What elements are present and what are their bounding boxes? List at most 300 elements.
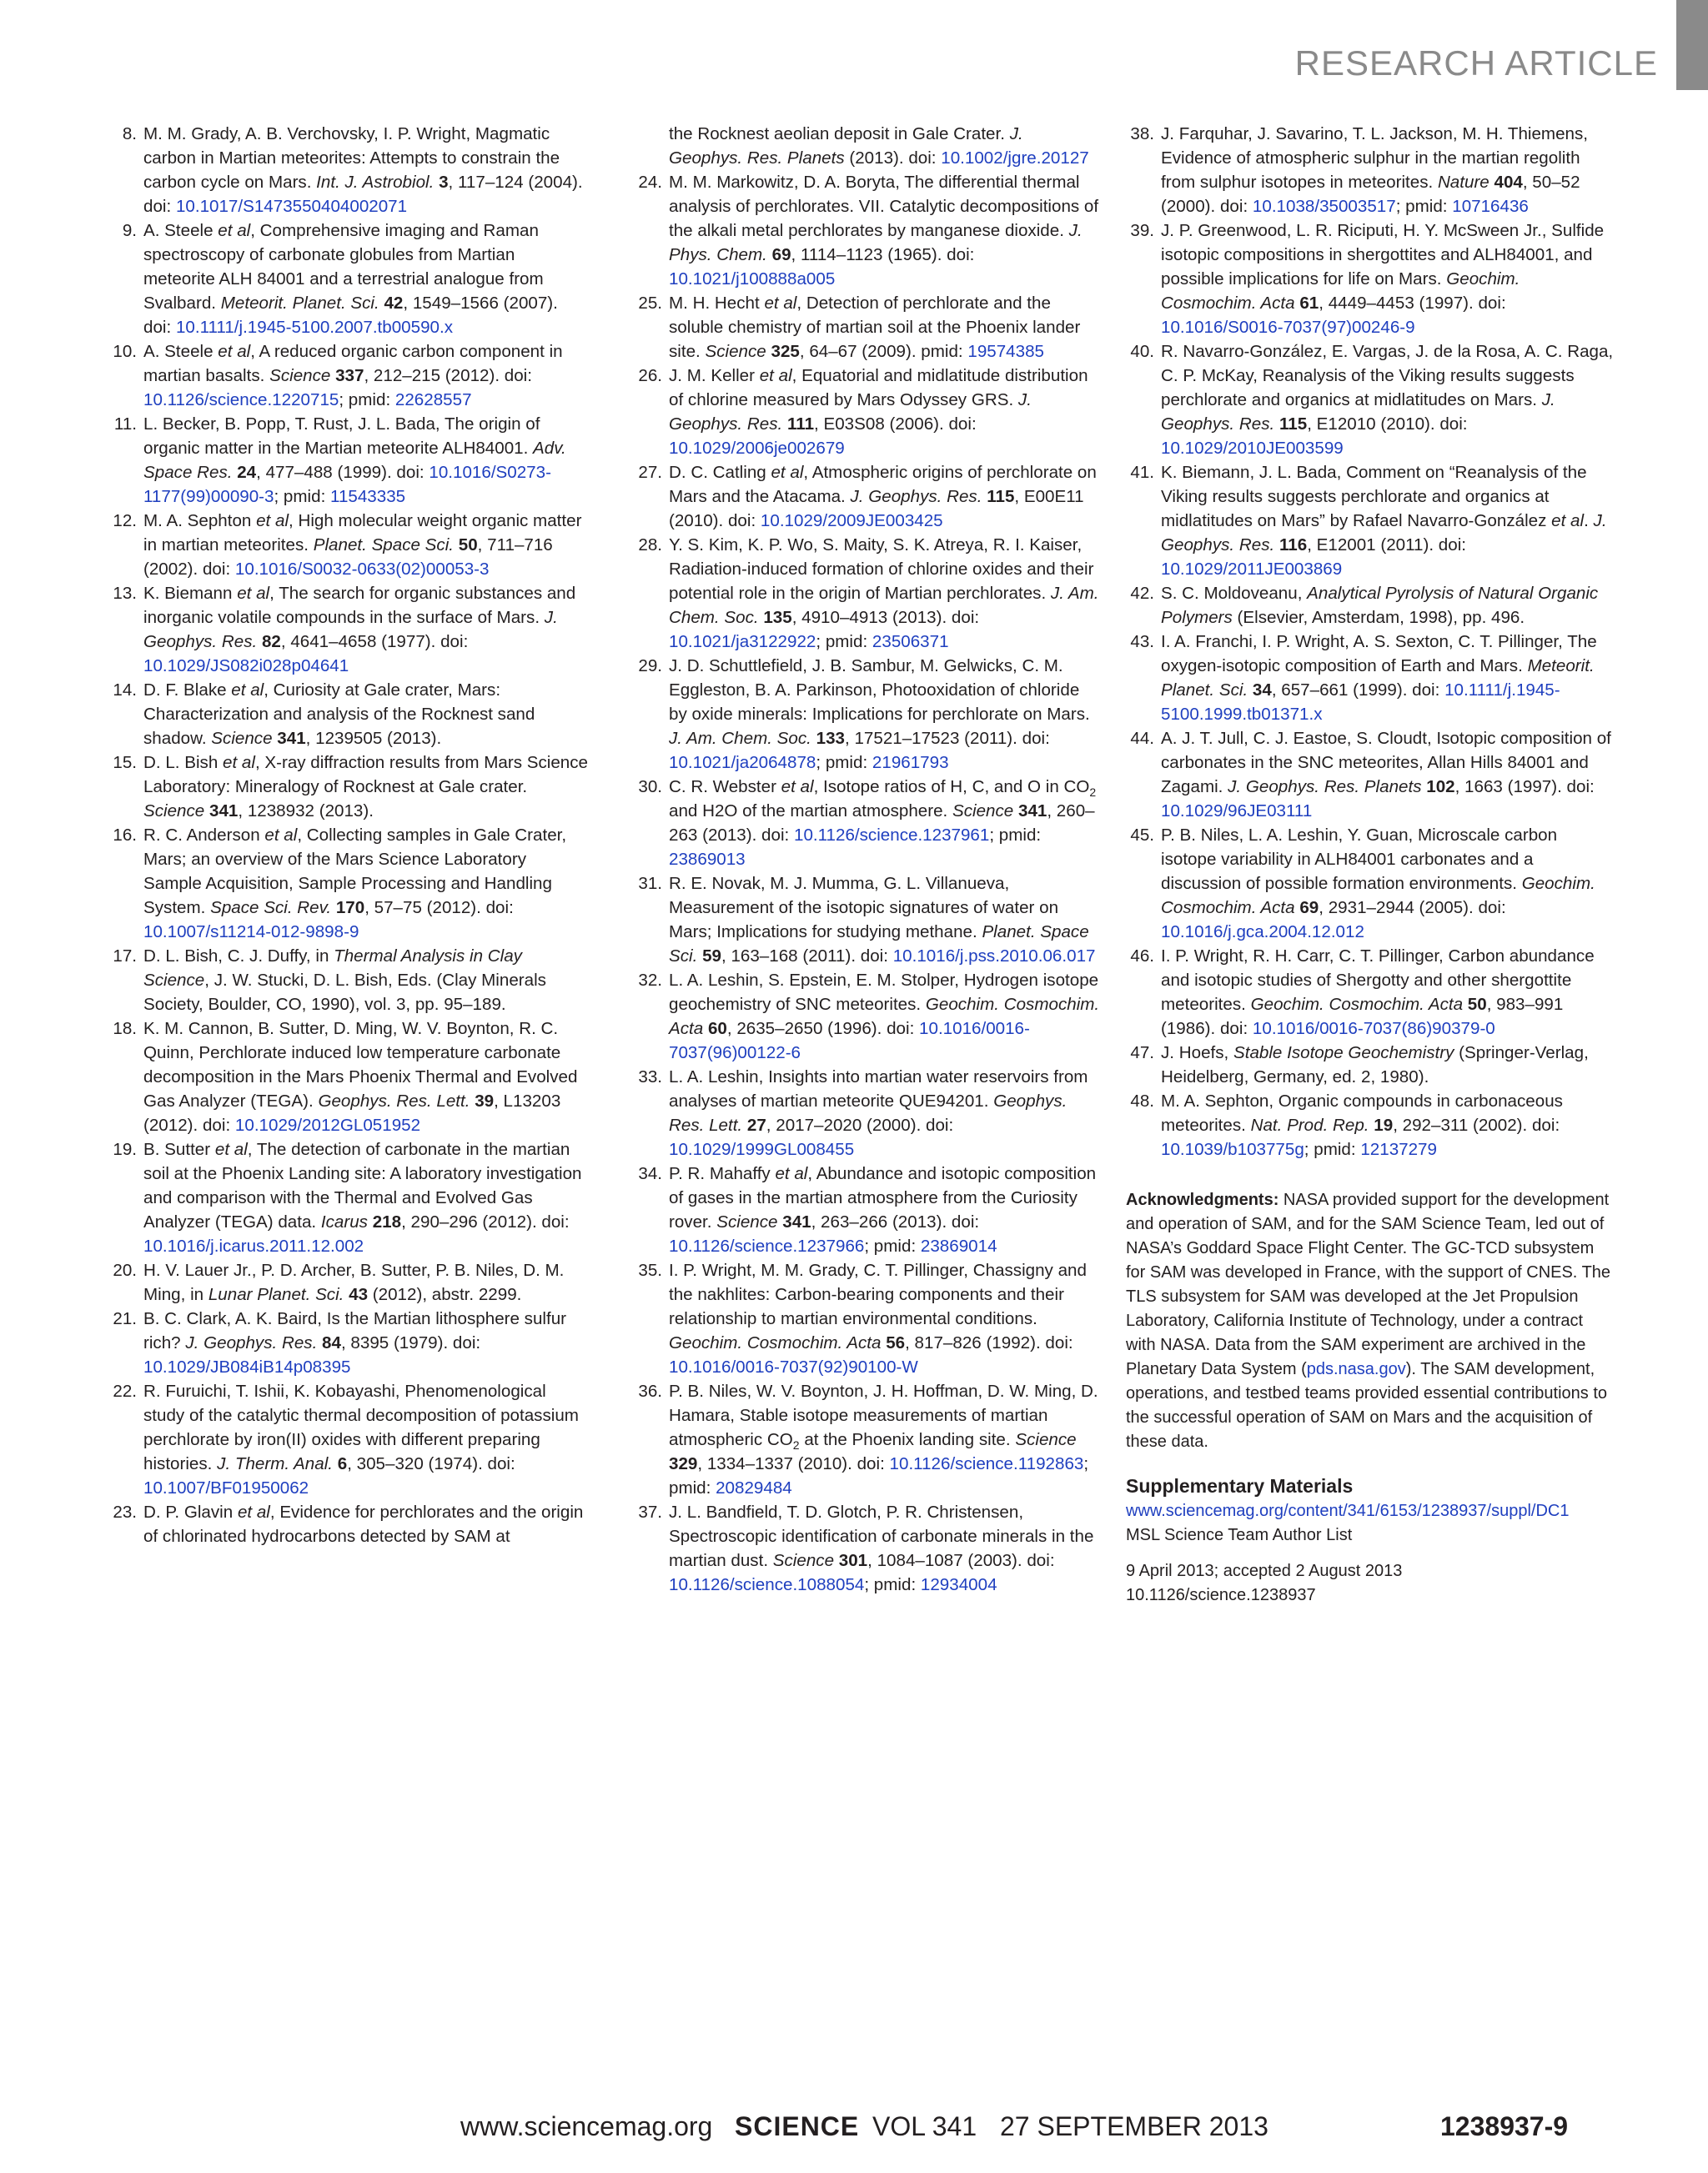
reference-segment: 111 (786, 414, 815, 434)
reference-segment: Thermal Analysis in Clay Science (143, 946, 522, 990)
reference-segment: Nat. Prod. Rep. (1250, 1116, 1369, 1135)
reference-text (143, 122, 588, 218)
reference-item (108, 412, 588, 509)
reference-item (108, 122, 588, 218)
reference-segment: H. V. Lauer Jr., P. D. Archer, B. Sutter, P. B. Niles, D. M. Ming, in (143, 1261, 565, 1304)
reference-segment: , 2931–2944 (2005). doi: (1319, 898, 1506, 917)
reference-segment: 27 (746, 1116, 766, 1135)
reference-link[interactable]: 10.1007/s11214-012-9898-9 (143, 922, 359, 941)
reference-item (634, 291, 1101, 364)
reference-number: 36. (638, 1382, 662, 1401)
reference-segment: , 57–75 (2012). doi: (364, 898, 514, 917)
reference-segment: Science (143, 801, 205, 821)
reference-segment: Nature (1437, 173, 1489, 192)
reference-segment: et al (771, 463, 804, 482)
reference-text (1161, 630, 1614, 726)
reference-segment: 325 (771, 342, 800, 361)
reference-segment: , Collecting samples in Gale Crater, Mars; an overview of the Mars Science Laboratory Sample Acquisition, Sample Processing and Handling System. (143, 826, 567, 917)
reference-text (143, 944, 588, 1016)
reference-segment: ; pmid: (339, 390, 395, 409)
reference-segment: 301 (838, 1551, 868, 1570)
reference-segment: , The search for organic substances and inorganic volatile compounds in the surface of Mars. (143, 584, 576, 627)
reference-link[interactable]: 12934004 (920, 1575, 997, 1594)
reference-number: 22. (113, 1382, 137, 1401)
reference-link[interactable]: 10.1029/JB084iB14p08395 (143, 1357, 351, 1377)
reference-segment: Geophys. Res. Lett. (318, 1092, 470, 1111)
reference-segment: 6 (337, 1454, 348, 1473)
reference-segment: P. B. Niles, W. V. Boynton, J. H. Hoffman, D. W. Ming, D. Hamara, Stable isotope measurements of martian atmospheric CO (669, 1382, 1098, 1449)
reference-segment: A. Steele (143, 221, 219, 240)
reference-segment: D. P. Glavin (143, 1503, 238, 1522)
reference-link[interactable]: 10.1017/S1473550404002071 (175, 197, 408, 216)
reference-number: 40. (1130, 342, 1154, 361)
reference-segment: 82 (261, 632, 281, 651)
reference-link[interactable]: 10.1029/2006je002679 (669, 439, 845, 458)
reference-number: 25. (638, 294, 662, 313)
reference-segment: P. B. Niles, L. A. Leshin, Y. Guan, Microscale carbon isotope variability in ALH84001 carbonates and a discussion of possible formation environments. (1161, 826, 1558, 893)
reference-link[interactable]: 23506371 (872, 632, 949, 651)
reference-number: 43. (1130, 632, 1154, 651)
reference-segment: 3 (439, 173, 449, 192)
reference-item (1126, 1041, 1614, 1089)
reference-segment: , 1549–1566 (2007). doi: (143, 294, 558, 337)
reference-text (1161, 339, 1614, 460)
reference-segment: et al (256, 511, 289, 530)
reference-segment: , 2017–2020 (2000). doi: (766, 1116, 954, 1135)
reference-segment: Geochim. Cosmochim. Acta (1161, 269, 1520, 313)
reference-item (1126, 218, 1614, 339)
reference-segment: Meteorit. Planet. Sci. (1161, 656, 1595, 700)
reference-link[interactable]: 10.1016/j.pss.2010.06.017 (892, 946, 1096, 966)
reference-text (1161, 460, 1614, 581)
reference-number: 19. (113, 1140, 137, 1159)
reference-segment: , 212–215 (2012). doi: (364, 366, 532, 385)
reference-link[interactable]: 10.1029/96JE03111 (1161, 801, 1313, 821)
reference-segment: L. Becker, B. Popp, T. Rust, J. L. Bada, The origin of organic matter in the Martian meteorite ALH84001. (143, 414, 540, 458)
reference-text (669, 364, 1101, 460)
reference-text (669, 654, 1101, 775)
reference-link[interactable]: 10.1029/1999GL008455 (669, 1140, 855, 1159)
reference-segment: J. Am. Chem. Soc. (669, 584, 1099, 627)
reference-link[interactable]: 10.1039/b103775g (1161, 1140, 1304, 1159)
reference-segment: , J. W. Stucki, D. L. Bish, Eds. (Clay Minerals Society, Boulder, CO, 1990), vol. 3, pp. 95–189. (143, 971, 546, 1014)
reference-number: 29. (638, 656, 662, 675)
reference-segment: et al (775, 1164, 808, 1183)
reference-segment: et al (764, 294, 797, 313)
reference-link[interactable]: 10.1126/science.1088054 (669, 1575, 865, 1594)
reference-text (143, 339, 588, 412)
reference-segment: , 290–296 (2012). doi: (401, 1212, 570, 1232)
reference-text (1161, 1041, 1614, 1089)
reference-segment: , X-ray diffraction results from Mars Science Laboratory: Mineralogy of Rocknest at Gale crater. (143, 753, 588, 796)
reference-segment: , E03S08 (2006). doi: (814, 414, 977, 434)
reference-segment: at the Phoenix landing site. (799, 1430, 1016, 1449)
reference-segment: M. H. Hecht (669, 294, 765, 313)
reference-segment: 329 (669, 1454, 698, 1473)
reference-segment: I. A. Franchi, I. P. Wright, A. S. Sexton, C. T. Pillinger, The oxygen-isotopic composition of Earth and Mars. (1161, 632, 1597, 675)
reference-link[interactable]: 10.1016/0016-7037(96)00122-6 (669, 1019, 1030, 1062)
reference-segment: , The detection of carbonate in the martian soil at the Phoenix Landing site: A laboratory investigation and comparison with the Thermal and Evolved Gas Analyzer (TEGA) data. (143, 1140, 582, 1232)
acknowledgments-label: Acknowledgments: (1126, 1191, 1279, 1209)
references-list-3 (1126, 122, 1614, 1162)
reference-segment: D. L. Bish (143, 753, 223, 772)
references-column-3 (1126, 122, 1614, 1608)
reference-link[interactable]: 10.1038/35003517 (1252, 197, 1396, 216)
reference-segment: 59 (702, 946, 721, 966)
reference-link[interactable]: 10.1029/2009JE003425 (760, 511, 943, 530)
reference-segment: 218 (372, 1212, 402, 1232)
reference-segment: M. M. Grady, A. B. Verchovsky, I. P. Wright, Magmatic carbon in Martian meteorites: Attempts to constrain the carbon cycle on Mars. (143, 124, 560, 192)
reference-number: 12. (113, 511, 137, 530)
reference-segment: et al (218, 342, 251, 361)
reference-number: 24. (638, 173, 662, 192)
reference-number: 38. (1130, 124, 1154, 143)
reference-segment: 60 (707, 1019, 727, 1038)
reference-number: 39. (1130, 221, 1154, 240)
reference-text (669, 968, 1101, 1065)
reference-number: 14. (113, 680, 137, 700)
reference-segment: , 117–124 (2004). doi: (143, 173, 583, 216)
reference-number: 26. (638, 366, 662, 385)
reference-link[interactable]: 10.1021/ja2064878 (669, 753, 816, 772)
reference-segment: Geophys. Res. Lett. (669, 1092, 1068, 1135)
reference-segment: J. Therm. Anal. (217, 1454, 333, 1473)
reference-segment: Geochim. Cosmochim. Acta (669, 995, 1100, 1038)
reference-segment: R. C. Anderson (143, 826, 265, 845)
reference-number: 16. (113, 826, 137, 845)
reference-segment: D. F. Blake (143, 680, 232, 700)
reference-segment: 34 (1252, 680, 1272, 700)
reference-segment: A. Steele (143, 342, 219, 361)
reference-segment: , Curiosity at Gale crater, Mars: Characterization and analysis of the Rocknest sand shadow. (143, 680, 535, 748)
reference-segment: 43 (349, 1285, 369, 1304)
reference-link[interactable]: 10.1002/jgre.20127 (941, 148, 1089, 168)
reference-segment: ; pmid: (669, 1454, 1089, 1498)
reference-segment: L. A. Leshin, S. Epstein, E. M. Stolper, Hydrogen isotope geochemistry of SNC meteorites. (669, 971, 1099, 1014)
reference-segment: et al (231, 680, 264, 700)
reference-item (108, 1137, 588, 1258)
reference-link[interactable]: 10.1029/2010JE003599 (1161, 439, 1344, 458)
reference-segment: M. M. Markowitz, D. A. Boryta, The differential thermal analysis of perchlorates. VII. Catalytic decompositions of the alkali metal perchlorates by manganese dioxide. (669, 173, 1099, 240)
reference-segment: 69 (1299, 898, 1319, 917)
supplementary-item: MSL Science Team Author List (1126, 1526, 1353, 1544)
reference-text (669, 1258, 1101, 1379)
reference-text (669, 775, 1101, 871)
reference-link[interactable]: 10.1016/j.icarus.2011.12.002 (143, 1237, 364, 1256)
reference-link[interactable]: 10.1016/j.gca.2004.12.012 (1161, 922, 1364, 941)
reference-number: 21. (113, 1309, 137, 1328)
reference-segment: J. Hoefs, (1161, 1043, 1233, 1062)
reference-item (1126, 339, 1614, 460)
reference-segment: R. E. Novak, M. J. Mumma, G. L. Villanueva, Measurement of the isotopic signatures of water on Mars; Implications for studying methane. (669, 874, 1059, 941)
reference-text (669, 460, 1101, 533)
reference-link[interactable]: 10.1029/2011JE003869 (1161, 560, 1343, 579)
acknowledgments (1126, 1188, 1614, 1454)
article-doi: 10.1126/science.1238937 (1126, 1586, 1316, 1604)
reference-text (669, 291, 1101, 364)
reference-segment: ; pmid: (864, 1575, 921, 1594)
reference-segment: , 1238932 (2013). (238, 801, 374, 821)
reference-segment: , High molecular weight organic matter in martian meteorites. (143, 511, 582, 555)
reference-segment: 170 (335, 898, 365, 917)
reference-number: 31. (638, 874, 662, 893)
reference-number: 28. (638, 535, 662, 555)
reference-segment: 404 (1494, 173, 1523, 192)
reference-segment: J. P. Greenwood, L. R. Riciputi, H. Y. McSween Jr., Sulfide isotopic compositions in shergottites and ALH84001, and possible implications for life on Mars. (1161, 221, 1605, 289)
reference-segment: , Abundance and isotopic composition of gases in the martian atmosphere from the Curiosity rover. (669, 1164, 1097, 1232)
reference-text (143, 509, 588, 581)
reference-segment: ; pmid: (989, 826, 1042, 845)
reference-segment: P. R. Mahaffy (669, 1164, 776, 1183)
reference-segment: Int. J. Astrobiol. (316, 173, 435, 192)
reference-segment: , Comprehensive imaging and Raman spectroscopy of carbonate globules from Martian meteorite ALH 84001 and a terrestrial analogue from Svalbard. (143, 221, 544, 313)
supplementary-link[interactable]: www.sciencemag.org/content/341/6153/1238937/suppl/DC1 (1126, 1502, 1570, 1520)
reference-link[interactable]: 10.1007/BF01950062 (143, 1478, 309, 1498)
reference-link[interactable]: 10.1016/S0032-0633(02)00053-3 (234, 560, 490, 579)
reference-segment: , L13203 (2012). doi: (143, 1092, 561, 1135)
reference-segment: ; pmid: (816, 632, 872, 651)
reference-item (108, 1307, 588, 1379)
reference-segment: et al (237, 584, 270, 603)
reference-link[interactable]: 23869014 (920, 1237, 997, 1256)
reference-text (143, 1307, 588, 1379)
reference-text (669, 1500, 1101, 1597)
reference-segment: , 263–266 (2013). doi: (811, 1212, 980, 1232)
reference-number: 32. (638, 971, 662, 990)
reference-segment: Science (269, 366, 331, 385)
reference-segment: , 64–67 (2009). pmid: (799, 342, 968, 361)
reference-item (634, 1500, 1101, 1597)
reference-text (143, 823, 588, 944)
reference-number: 27. (638, 463, 662, 482)
reference-item (634, 460, 1101, 533)
reference-segment: ; pmid: (1304, 1140, 1361, 1159)
reference-segment: 42 (384, 294, 404, 313)
reference-segment: 69 (771, 245, 791, 264)
reference-link[interactable]: 21961793 (872, 753, 949, 772)
reference-item (108, 1016, 588, 1137)
reference-segment: 19 (1374, 1116, 1394, 1135)
reference-number: 48. (1130, 1092, 1154, 1111)
reference-text (1161, 944, 1614, 1041)
reference-segment: J. Geophys. Res. (850, 487, 982, 506)
reference-segment: , Evidence for perchlorates and the origin of chlorinated hydrocarbons detected by SAM at (143, 1503, 584, 1546)
reference-item (634, 1379, 1101, 1500)
reference-number: 10. (113, 342, 137, 361)
reference-segment: , 1334–1337 (2010). doi: (697, 1454, 890, 1473)
reference-segment: (Springer-Verlag, Heidelberg, Germany, ed. 2, 1980). (1161, 1043, 1589, 1086)
reference-segment: J. Farquhar, J. Savarino, T. L. Jackson, M. H. Thiemens, Evidence of atmospheric sulphur in the martian regolith from sulphur isotopes in meteorites. (1161, 124, 1589, 192)
reference-segment: K. M. Cannon, B. Sutter, D. Ming, W. V. Boynton, R. C. Quinn, Perchlorate induced low temperature carbonate decomposition in the Mars Phoenix Thermal and Evolved Gas Analyzer (TEGA). (143, 1019, 578, 1111)
reference-segment: , 1239505 (2013). (305, 729, 442, 748)
reference-segment: Stable Isotope Geochemistry (1233, 1043, 1454, 1062)
reference-item (1126, 122, 1614, 218)
reference-item (634, 1162, 1101, 1258)
reference-number: 42. (1130, 584, 1154, 603)
reference-segment: , 163–168 (2011). doi: (721, 946, 893, 966)
reference-number: 9. (122, 221, 137, 240)
reference-item (1126, 581, 1614, 630)
reference-segment: , 8395 (1979). doi: (340, 1333, 481, 1352)
reference-segment: Science (211, 729, 273, 748)
reference-link[interactable]: 12137279 (1360, 1140, 1437, 1159)
pds-link[interactable]: pds.nasa.gov (1306, 1360, 1406, 1378)
reference-link[interactable]: 10.1021/j100888a005 (669, 269, 836, 289)
reference-link[interactable]: 10.1016/S0273-1177(99)00090-3 (143, 463, 551, 506)
reference-segment: , 260–263 (2013). doi: (669, 801, 1095, 845)
reference-segment: 135 (763, 608, 792, 627)
footer-page-number: 1238937-9 (1440, 2111, 1569, 2141)
reference-segment: Meteorit. Planet. Sci. (220, 294, 379, 313)
reference-text (669, 1162, 1101, 1258)
reference-segment: Lunar Planet. Sci. (208, 1285, 344, 1304)
reference-segment: M. A. Sephton, Organic compounds in carbonaceous meteorites. (1161, 1092, 1563, 1135)
footer-date: 27 SEPTEMBER 2013 (1000, 2111, 1268, 2141)
footer-journal: SCIENCE (735, 2111, 860, 2141)
reference-item (108, 339, 588, 412)
reference-item (108, 823, 588, 944)
reference-item (108, 581, 588, 678)
reference-segment: R. Navarro-González, E. Vargas, J. de la Rosa, A. C. Raga, C. P. McKay, Reanalysis of the Viking results suggests perchlorate and organics at midlatitudes on Mars. (1161, 342, 1614, 409)
reference-item (634, 871, 1101, 968)
reference-text (143, 218, 588, 339)
reference-segment: Planet. Space Sci. (313, 535, 455, 555)
reference-number: 23. (113, 1503, 137, 1522)
reference-link[interactable]: 10.1126/science.1237966 (669, 1237, 865, 1256)
reference-segment: Science (1015, 1430, 1077, 1449)
reference-link[interactable]: 10716436 (1452, 197, 1529, 216)
reference-link[interactable]: 10.1029/JS082i028p04641 (143, 656, 349, 675)
reference-segment: J. Geophys. Res. Planets (1228, 777, 1422, 796)
reference-segment: et al (237, 1503, 270, 1522)
reference-link[interactable]: 10.1016/S0016-7037(97)00246-9 (1161, 318, 1415, 337)
reference-text (1161, 581, 1614, 630)
reference-text (669, 871, 1101, 968)
reference-item (108, 1258, 588, 1307)
reference-segment: 61 (1299, 294, 1319, 313)
reference-segment: R. Furuichi, T. Ishii, K. Kobayashi, Phenomenological study of the catalytic thermal decomposition of potassium perchlorate by iron(II) oxides with different preparing histories. (143, 1382, 579, 1473)
reference-segment: (2013). doi: (844, 148, 942, 168)
reference-text (1161, 218, 1614, 339)
reference-segment: et al (1551, 511, 1585, 530)
reference-segment: Geochim. Cosmochim. Acta (669, 1333, 882, 1352)
reference-item (1126, 1089, 1614, 1162)
reference-link[interactable]: 10.1016/0016-7037(92)90100-W (669, 1357, 918, 1377)
reference-segment: 337 (335, 366, 364, 385)
reference-segment: I. P. Wright, M. M. Grady, C. T. Pillinger, Chassigny and the nakhlites: Carbon-bearing components and their relationship to martian environmental conditions. (669, 1261, 1087, 1328)
acknowledgments-text-2: ). The SAM development, operations, and testbed teams provided essential contributions to the successful operation of SAM on Mars and the acquisition of these data. (1126, 1360, 1608, 1451)
reference-segment: Icarus (320, 1212, 368, 1232)
reference-item (108, 750, 588, 823)
reference-number: 11. (113, 414, 137, 434)
reference-segment: J. M. Keller (669, 366, 760, 385)
reference-number: 45. (1130, 826, 1154, 845)
reference-number: 35. (638, 1261, 662, 1280)
reference-text (1161, 823, 1614, 944)
reference-text (669, 1379, 1101, 1500)
reference-segment: J. Phys. Chem. (669, 221, 1083, 264)
article-dates (1126, 1559, 1614, 1608)
reference-segment: Space Sci. Rev. (210, 898, 332, 917)
reference-link[interactable]: 10.1016/0016-7037(86)90379-0 (1252, 1019, 1495, 1038)
reference-link[interactable]: 10.1111/j.1945-5100.2007.tb00590.x (175, 318, 454, 337)
reference-item (108, 944, 588, 1016)
reference-link[interactable]: 10.1126/science.1192863 (889, 1454, 1084, 1473)
section-header: RESEARCH ARTICLE (1294, 43, 1658, 83)
reference-segment: 50 (458, 535, 478, 555)
reference-link[interactable]: 10.1021/ja3122922 (669, 632, 816, 651)
reference-number: 15. (113, 753, 137, 772)
reference-number: 44. (1130, 729, 1154, 748)
reference-segment: J. Geophys. Res. Planets (669, 124, 1023, 168)
reference-segment: , 2635–2650 (1996). doi: (726, 1019, 920, 1038)
reference-segment: Y. S. Kim, K. P. Wo, S. Maity, S. K. Atreya, R. I. Kaiser, Radiation-induced formation of chlorine oxides and their potential role in the origin of Martian perchlorates. (669, 535, 1094, 603)
reference-link[interactable]: 23869013 (669, 850, 746, 869)
reference-item (108, 1500, 588, 1548)
reference-segment: , 4641–4658 (1977). doi: (280, 632, 469, 651)
reference-number: 13. (113, 584, 137, 603)
reference-segment: , 292–311 (2002). doi: (1393, 1116, 1560, 1135)
reference-number: 37. (638, 1503, 662, 1522)
reference-link[interactable]: 22628557 (394, 390, 472, 409)
reference-segment: , 4449–4453 (1997). doi: (1319, 294, 1506, 313)
reference-text (669, 122, 1101, 170)
reference-item (634, 533, 1101, 654)
reference-segment: , 711–716 (2002). doi: (143, 535, 553, 579)
reference-segment: , 17521–17523 (2011). doi: (845, 729, 1050, 748)
reference-segment: et al (264, 826, 298, 845)
reference-item (634, 654, 1101, 775)
reference-text (143, 750, 588, 823)
reference-segment: 102 (1426, 777, 1455, 796)
reference-link[interactable]: 11543335 (330, 487, 406, 506)
reference-link[interactable]: 10.1126/science.1220715 (143, 390, 339, 409)
reference-segment: (2012), abstr. 2299. (368, 1285, 522, 1304)
reference-segment: Planet. Space Sci. (669, 922, 1089, 966)
reference-link[interactable]: 10.1126/science.1237961 (793, 826, 990, 845)
reference-segment: et al (214, 1140, 248, 1159)
reference-segment: Science (952, 801, 1014, 821)
reference-item (634, 1065, 1101, 1162)
reference-number: 30. (638, 777, 662, 796)
reference-number: 41. (1130, 463, 1154, 482)
reference-text (143, 1016, 588, 1137)
reference-segment: , 1084–1087 (2003). doi: (867, 1551, 1055, 1570)
reference-item (1126, 944, 1614, 1041)
references-column-1 (108, 122, 588, 1548)
reference-segment: ; pmid: (816, 753, 872, 772)
reference-segment: , A reduced organic carbon component in martian basalts. (143, 342, 563, 385)
reference-segment: 116 (1278, 535, 1308, 555)
reference-segment: 341 (277, 729, 306, 748)
reference-segment: the Rocknest aeolian deposit in Gale Crater. (669, 124, 1010, 143)
reference-segment: Geochim. Cosmochim. Acta (1250, 995, 1464, 1014)
reference-link[interactable]: 20829484 (716, 1478, 792, 1498)
reference-text (143, 412, 588, 509)
reference-segment: Adv. Space Res. (143, 439, 566, 482)
reference-link[interactable]: 10.1111/j.1945-5100.1999.tb01371.x (1161, 680, 1560, 724)
reference-item (634, 968, 1101, 1065)
reference-segment: M. A. Sephton (143, 511, 257, 530)
reference-segment: ; pmid: (864, 1237, 921, 1256)
reference-item (1126, 823, 1614, 944)
reference-link[interactable]: 19574385 (967, 342, 1044, 361)
reference-segment: , 1114–1123 (1965). doi: (791, 245, 975, 264)
reference-segment: , Atmospheric origins of perchlorate on Mars and the Atacama. (669, 463, 1097, 506)
reference-item (108, 509, 588, 581)
reference-link[interactable]: 10.1029/2012GL051952 (234, 1116, 421, 1135)
reference-text (143, 1500, 588, 1548)
